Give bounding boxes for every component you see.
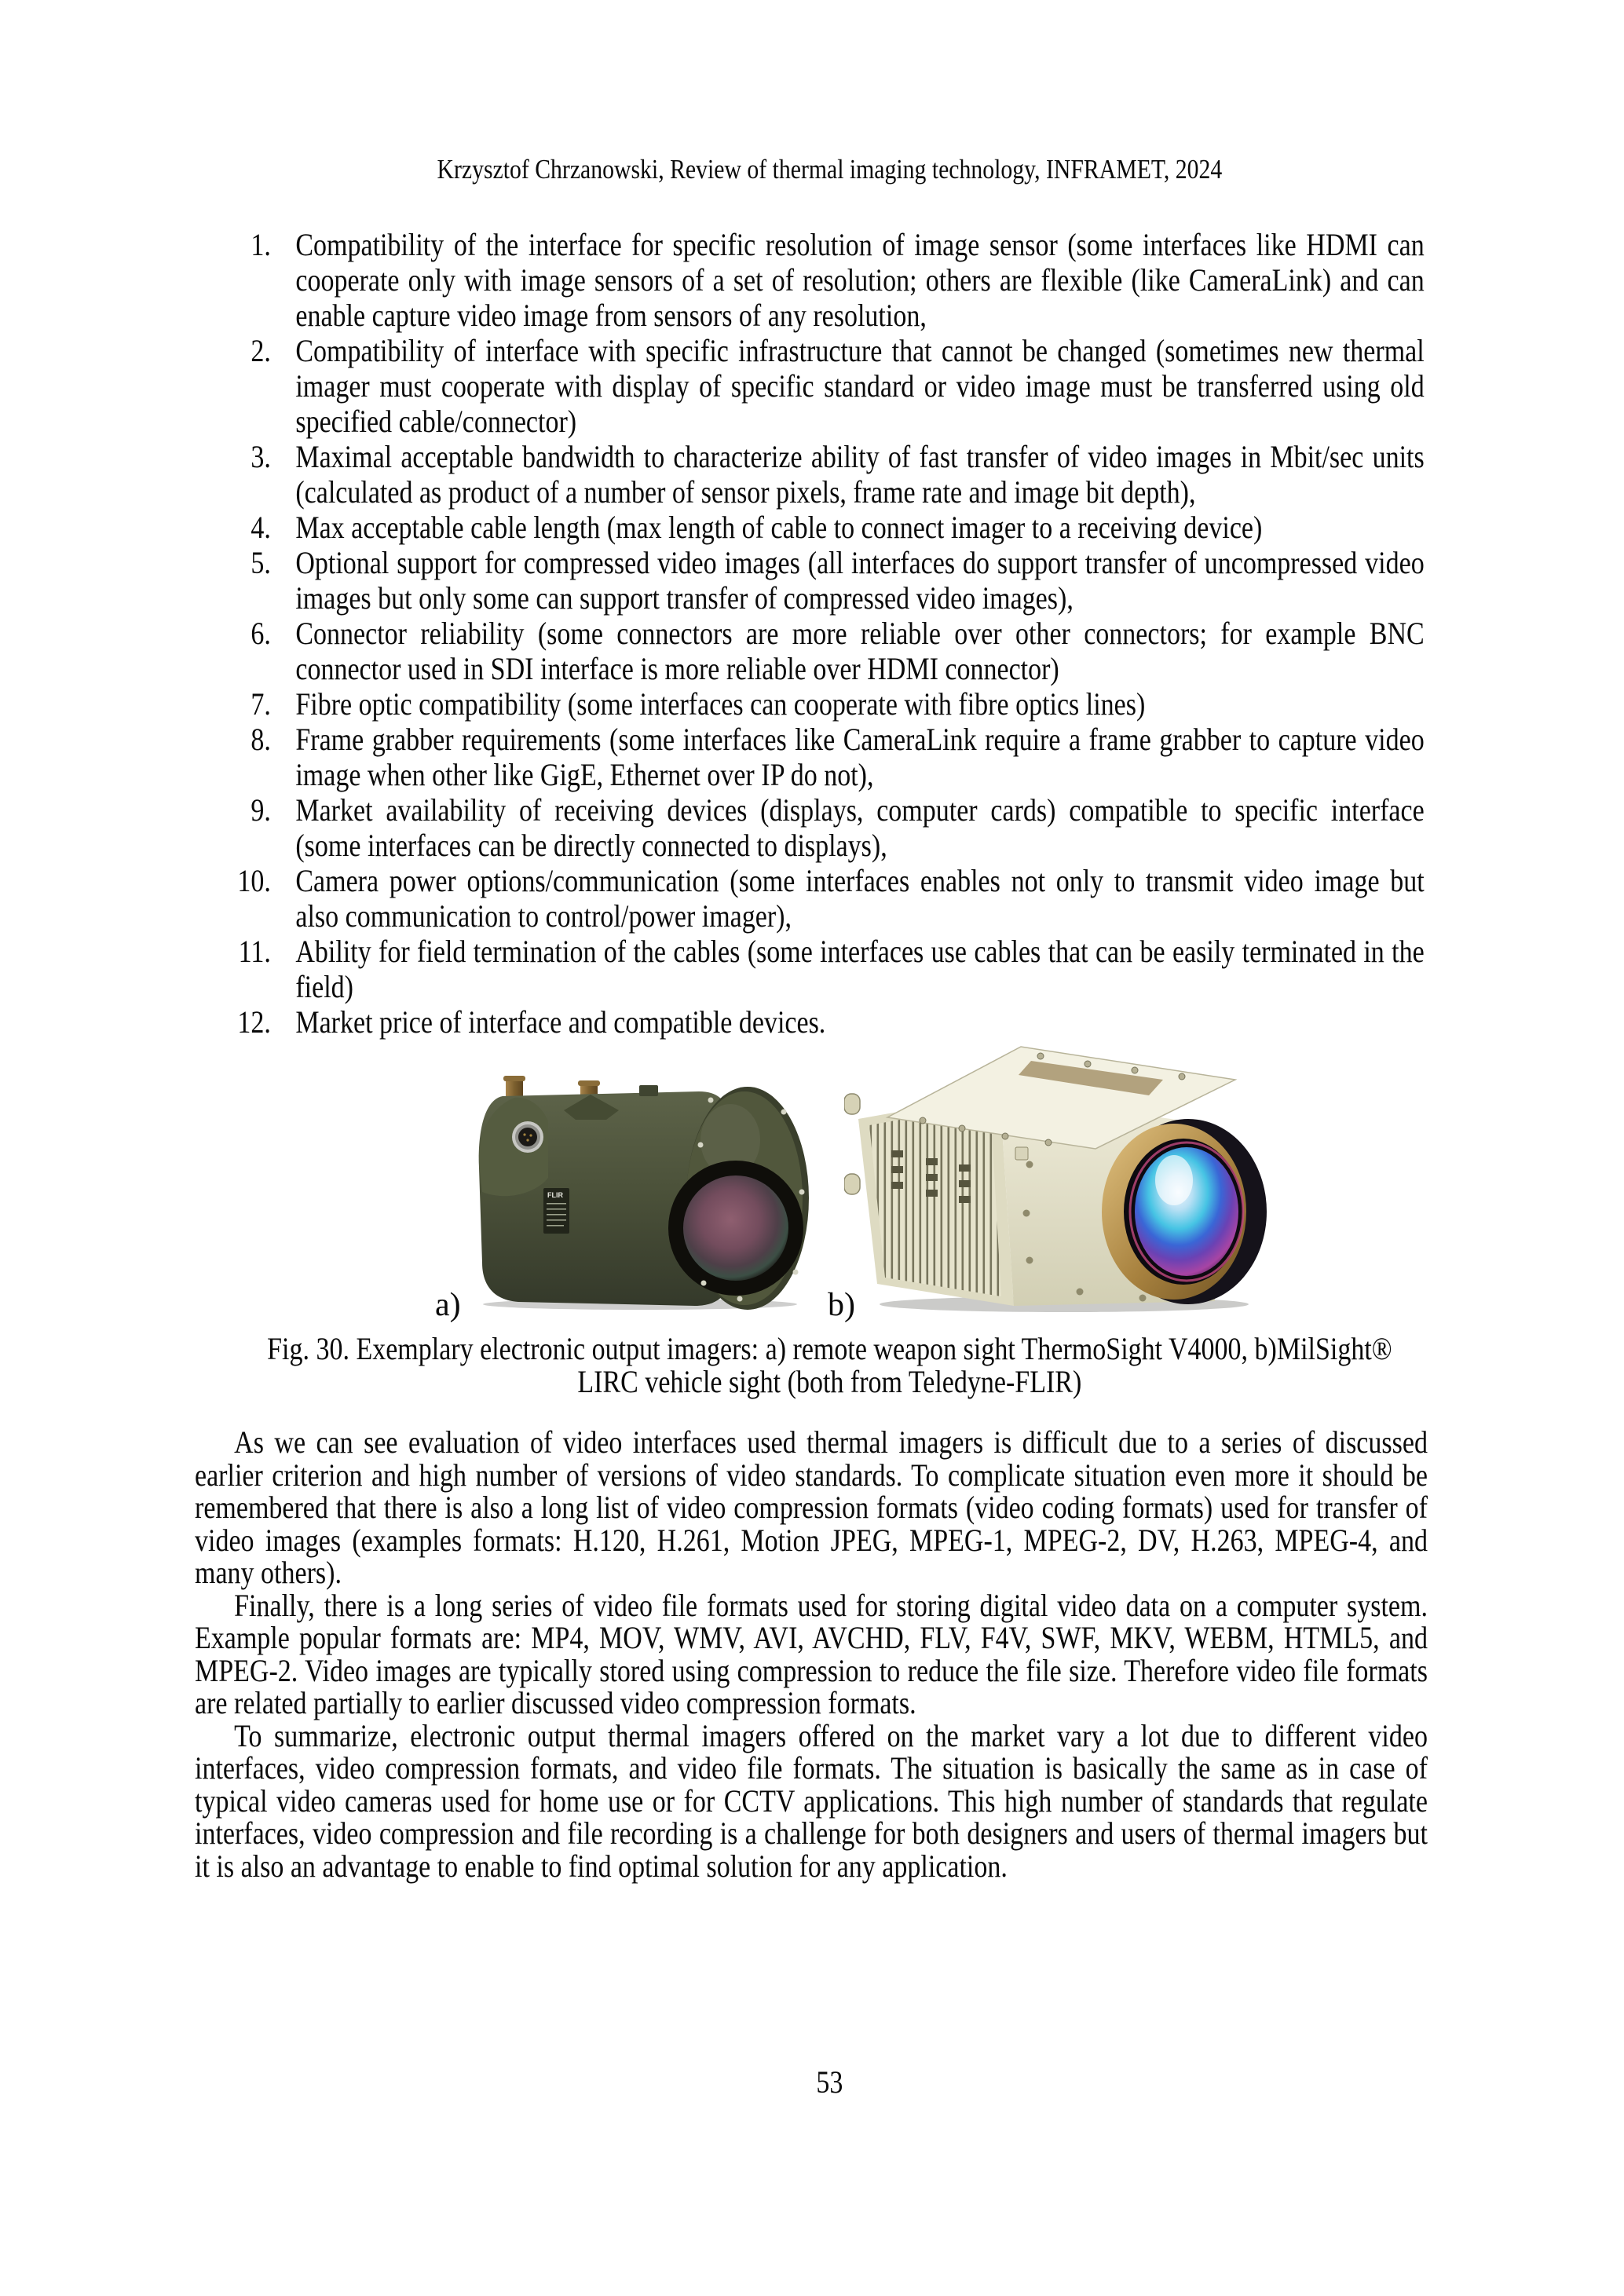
paragraph-2: Finally, there is a long series of video file formats used for storing digital video data on a computer system. Example popular formats are: MP4, MOV, WMV, AVI, AVCHD, FLV, F4V, SWF, MKV, WEBM, HTML5, and MPEG-2. Video images are typically stored using compression to reduce the file size. Therefore video file formats are related partially to earlier discussed video compression formats.: [195, 1587, 1428, 1720]
flir-label-plate: [543, 1188, 569, 1234]
list-item-text: Max acceptable cable length (max length of cable to connect imager to a receiving device): [295, 510, 1263, 545]
figure-label-a: a): [435, 1287, 461, 1323]
list-item: [195, 686, 1465, 722]
list-item-number: 1.: [251, 227, 271, 262]
list-item-text: Connector reliability (some connectors are more reliable over other connectors; for example BNC connector used in SDI interface is more reliable over HDMI connector): [295, 616, 1425, 686]
figure-caption-line2: LIRC vehicle sight (both from Teledyne-FLIR): [577, 1364, 1082, 1399]
list-item-number: 2.: [251, 333, 271, 368]
body-text: [195, 1426, 1465, 1882]
list-item: [195, 616, 1465, 686]
list-item-number: 4.: [251, 510, 271, 545]
list-item: [195, 792, 1465, 863]
list-item-text: Compatibility of the interface for specific resolution of image sensor (some interfaces like HDMI can cooperate only with image sensors of a set of resolution; others are flexible (like CameraLink) and can enable capture video image from sensors of any resolution,: [295, 227, 1425, 333]
list-item-number: 9.: [251, 792, 271, 828]
page-header: Krzysztof Chrzanowski, Review of thermal imaging technology, INFRAMET, 2024: [437, 154, 1223, 185]
list-item-text: Optional support for compressed video images (all interfaces do support transfer of uncompressed video images but only some can support transfer of compressed video images),: [295, 545, 1425, 616]
camera-b-lens: [1102, 1119, 1267, 1304]
list-item-number: 11.: [238, 934, 271, 969]
milsight-lirc-photo: [844, 1025, 1268, 1315]
cooling-fins: [869, 1103, 1001, 1296]
camera-b-side-bolts: [844, 1094, 860, 1194]
list-item-text: Ability for field termination of the cables (some interfaces use cables that can be easily terminated in the field): [295, 934, 1425, 1004]
figure-30: [195, 1029, 1467, 1339]
camera-a-connector: [512, 1121, 543, 1153]
camera-a-top-bump: [639, 1085, 658, 1096]
figure-caption: [195, 1333, 1465, 1398]
camera-a-lens: [668, 1161, 803, 1296]
criteria-list: [195, 227, 1465, 1044]
paragraph-3: To summarize, electronic output thermal imagers offered on the market vary a lot due to different video interfaces, video compression formats, and video file formats. The situation is basically the same as in case of typical video cameras used for home use or for CCTV applications. This high number of standards that regulate interfaces, video compression and file recording is a challenge for both designers and users of thermal imagers but it is also an advantage to enable to find optimal solution for any application.: [195, 1717, 1428, 1884]
list-item-number: 5.: [251, 545, 271, 580]
list-item-number: 3.: [251, 439, 271, 474]
list-item-number: 8.: [251, 722, 271, 757]
list-item: [195, 439, 1465, 510]
figure-caption-line1: Fig. 30. Exemplary electronic output imagers: a) remote weapon sight ThermoSight V4000, b)MilSight®: [267, 1331, 1392, 1366]
paragraph-1: As we can see evaluation of video interfaces used thermal imagers is difficult due to a series of discussed earlier criterion and high number of versions of video standards. To complicate situation even more it should be remembered that there is also a long list of video compression formats (video coding formats) used for transfer of video images (examples formats: H.120, H.261, Motion JPEG, MPEG-1, MPEG-2, DV, H.263, MPEG-4, and many others).: [195, 1424, 1428, 1590]
list-item: [195, 863, 1465, 934]
list-item-number: 6.: [251, 616, 271, 651]
flir-logo-text: FLIR: [547, 1191, 563, 1199]
list-item-text: Maximal acceptable bandwidth to characterize ability of fast transfer of video images in Mbit/sec units (calculated as product of a number of sensor pixels, frame rate and image bit depth),: [295, 439, 1425, 510]
list-item-text: Market price of interface and compatible devices.: [295, 1004, 826, 1040]
page-number: 53: [816, 2064, 843, 2100]
list-item-number: 12.: [237, 1004, 271, 1040]
list-item-text: Fibre optic compatibility (some interfaces can cooperate with fibre optics lines): [295, 686, 1146, 722]
list-item: [195, 510, 1465, 545]
figure-label-b: b): [828, 1287, 855, 1323]
thermosight-v4000-photo: [471, 1074, 809, 1310]
list-item-number: 7.: [251, 686, 271, 722]
list-item-text: Frame grabber requirements (some interfaces like CameraLink require a frame grabber to capture video image when other like GigE, Ethernet over IP do not),: [295, 722, 1425, 792]
list-item-text: Compatibility of interface with specific infrastructure that cannot be changed (sometimes new thermal imager must cooperate with display of specific standard or video image must be transferred using old specified cable/connector): [295, 333, 1425, 439]
list-item: [195, 333, 1465, 439]
list-item: [195, 722, 1465, 792]
list-item: [195, 934, 1465, 1004]
list-item-number: 10.: [237, 863, 271, 898]
list-item: [195, 545, 1465, 616]
list-item-text: Market availability of receiving devices (displays, computer cards) compatible to specific interface (some interfaces can be directly connected to displays),: [295, 792, 1425, 863]
list-item-text: Camera power options/communication (some interfaces enables not only to transmit video image but also communication to control/power imager),: [295, 863, 1425, 934]
list-item: [195, 227, 1465, 333]
